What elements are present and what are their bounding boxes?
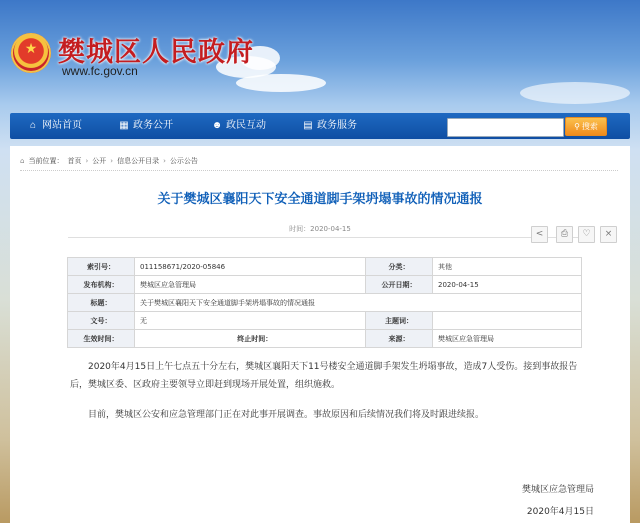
nav-item-gov-affairs[interactable]: ▦ 政务公开 xyxy=(118,113,173,139)
share-icon[interactable]: < xyxy=(531,226,548,243)
breadcrumb-item-notice[interactable]: 公示公告 xyxy=(169,157,198,165)
table-row: 生效时间： 终止时间： 来源： 樊城区应急管理局 xyxy=(68,330,582,348)
table-row: 发布机构： 樊城区应急管理局 公开日期： 2020-04-15 xyxy=(68,276,582,294)
breadcrumb-item-home[interactable]: 首页 xyxy=(67,157,82,165)
home-icon: ⌂ xyxy=(29,120,37,131)
people-icon: ☻ xyxy=(211,120,223,131)
nav-item-services[interactable]: ▤ 政务服务 xyxy=(302,113,357,139)
sign-date: 2020年4月15日 xyxy=(526,507,594,517)
grid-icon: ▦ xyxy=(119,120,129,131)
divider xyxy=(20,170,618,171)
favorite-icon[interactable]: ♡ xyxy=(578,226,595,243)
article-paragraph: 目前，樊城区公安和应急管理部门正在对此事开展调查。事故原因和后续情况我们将及时跟进续报。 xyxy=(88,410,485,420)
divider xyxy=(68,237,582,238)
content-panel xyxy=(10,146,630,523)
table-row: 索引号： 011158671/2020-05846 分类： 其他 xyxy=(68,258,582,276)
article-title: 关于樊城区襄阳天下安全通道脚手架坍塌事故的情况通报 xyxy=(157,192,483,207)
breadcrumb-item-catalog[interactable]: 信息公开目录 xyxy=(117,157,160,165)
article-paragraph: 2020年4月15日上午七点五十分左右，樊城区襄阳天下11号楼安全通道脚手架发生坍塌事故，造成7人受伤。接到事故报告后，樊城区委、区政府主要领导立即赶到现场开展处置，组织施救。 xyxy=(70,362,578,390)
site-header xyxy=(0,0,640,110)
cloud-decoration xyxy=(236,74,326,92)
breadcrumb-separator: › xyxy=(163,157,166,165)
nav-item-home[interactable]: ⌂ 网站首页 xyxy=(27,113,82,139)
breadcrumb: ⌂ 当前位置： 首页 › 公开 › 信息公开目录 › 公示公告 xyxy=(20,157,198,165)
close-icon[interactable]: × xyxy=(600,226,617,243)
site-title[interactable]: 樊城区人民政府 xyxy=(58,37,254,68)
site-url: www.fc.gov.cn xyxy=(62,64,138,78)
breadcrumb-separator: › xyxy=(110,157,114,165)
article-time: 时间：2020-04-15 xyxy=(289,225,351,233)
breadcrumb-item-public[interactable]: 公开 xyxy=(92,157,107,165)
table-row: 文号： 无 主题词： xyxy=(68,312,582,330)
table-row: 标题： 关于樊城区襄阳天下安全通道脚手架坍塌事故的情况通报 xyxy=(68,294,582,312)
search-button[interactable]: ⚲ 搜索 xyxy=(565,117,607,136)
home-small-icon: ⌂ xyxy=(20,157,25,165)
breadcrumb-separator: › xyxy=(85,157,89,165)
search-icon: ⚲ xyxy=(574,122,580,131)
cloud-decoration xyxy=(520,82,630,104)
search-input[interactable] xyxy=(447,118,564,137)
list-icon: ▤ xyxy=(303,120,313,131)
info-table xyxy=(67,257,582,348)
national-emblem-icon: ★ xyxy=(11,33,51,73)
signature: 樊城区应急管理局 xyxy=(521,485,594,495)
nav-item-interaction[interactable]: ☻ 政民互动 xyxy=(211,113,266,139)
print-icon[interactable]: ⎙ xyxy=(556,226,573,243)
